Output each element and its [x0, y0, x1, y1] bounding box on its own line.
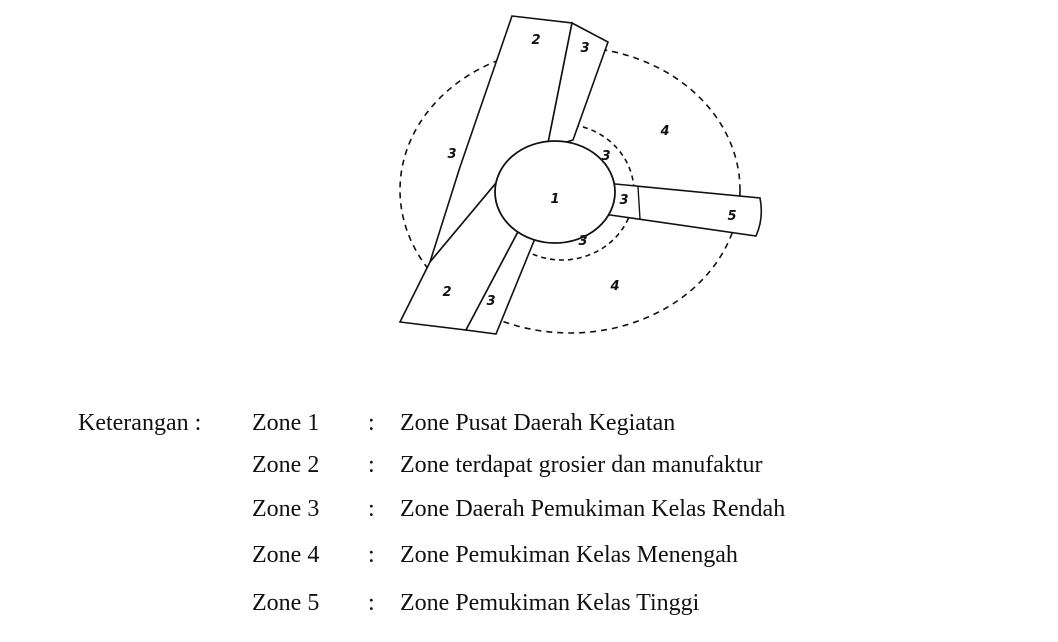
legend-heading: Keterangan : [78, 410, 202, 436]
label-zone-3-bottom: 3 [486, 294, 496, 309]
legend-description: Zone Pusat Daerah Kegiatan [400, 410, 676, 436]
label-zone-5: 5 [727, 209, 737, 224]
legend-description: Zone Pemukiman Kelas Tinggi [400, 590, 700, 616]
legend-row [0, 411, 1058, 441]
legend-colon: : [368, 542, 375, 568]
legend-zone: Zone 4 [252, 542, 320, 568]
label-zone-4-right: 4 [660, 124, 670, 139]
legend-row [0, 453, 1058, 483]
label-zone-3-inner-lower: 3 [578, 234, 588, 249]
sector-5-arm [603, 183, 761, 236]
legend-description: Zone Daerah Pemukiman Kelas Rendah [400, 496, 786, 522]
label-zone-3-left: 3 [447, 147, 457, 162]
label-zone-3-top: 3 [580, 41, 590, 56]
label-zone-3-inner-right: 3 [619, 193, 629, 208]
legend-row [0, 591, 1058, 621]
label-zone-2-bottom: 2 [442, 285, 452, 300]
legend-row [0, 497, 1058, 527]
legend-colon: : [368, 590, 375, 616]
legend-colon: : [368, 452, 375, 478]
label-zone-4-bottom: 4 [610, 279, 620, 294]
legend-zone: Zone 3 [252, 496, 320, 522]
legend-description: Zone terdapat grosier dan manufaktur [400, 452, 763, 478]
legend [0, 405, 1058, 635]
legend-zone: Zone 1 [252, 410, 320, 436]
legend-colon: : [368, 496, 375, 522]
legend-colon: : [368, 410, 375, 436]
label-zone-3-inner-upper: 3 [601, 149, 611, 164]
legend-zone: Zone 5 [252, 590, 320, 616]
label-zone-2-top: 2 [531, 33, 541, 48]
legend-description: Zone Pemukiman Kelas Menengah [400, 542, 738, 568]
label-zone-1: 1 [550, 192, 560, 207]
legend-row [0, 543, 1058, 573]
legend-zone: Zone 2 [252, 452, 320, 478]
